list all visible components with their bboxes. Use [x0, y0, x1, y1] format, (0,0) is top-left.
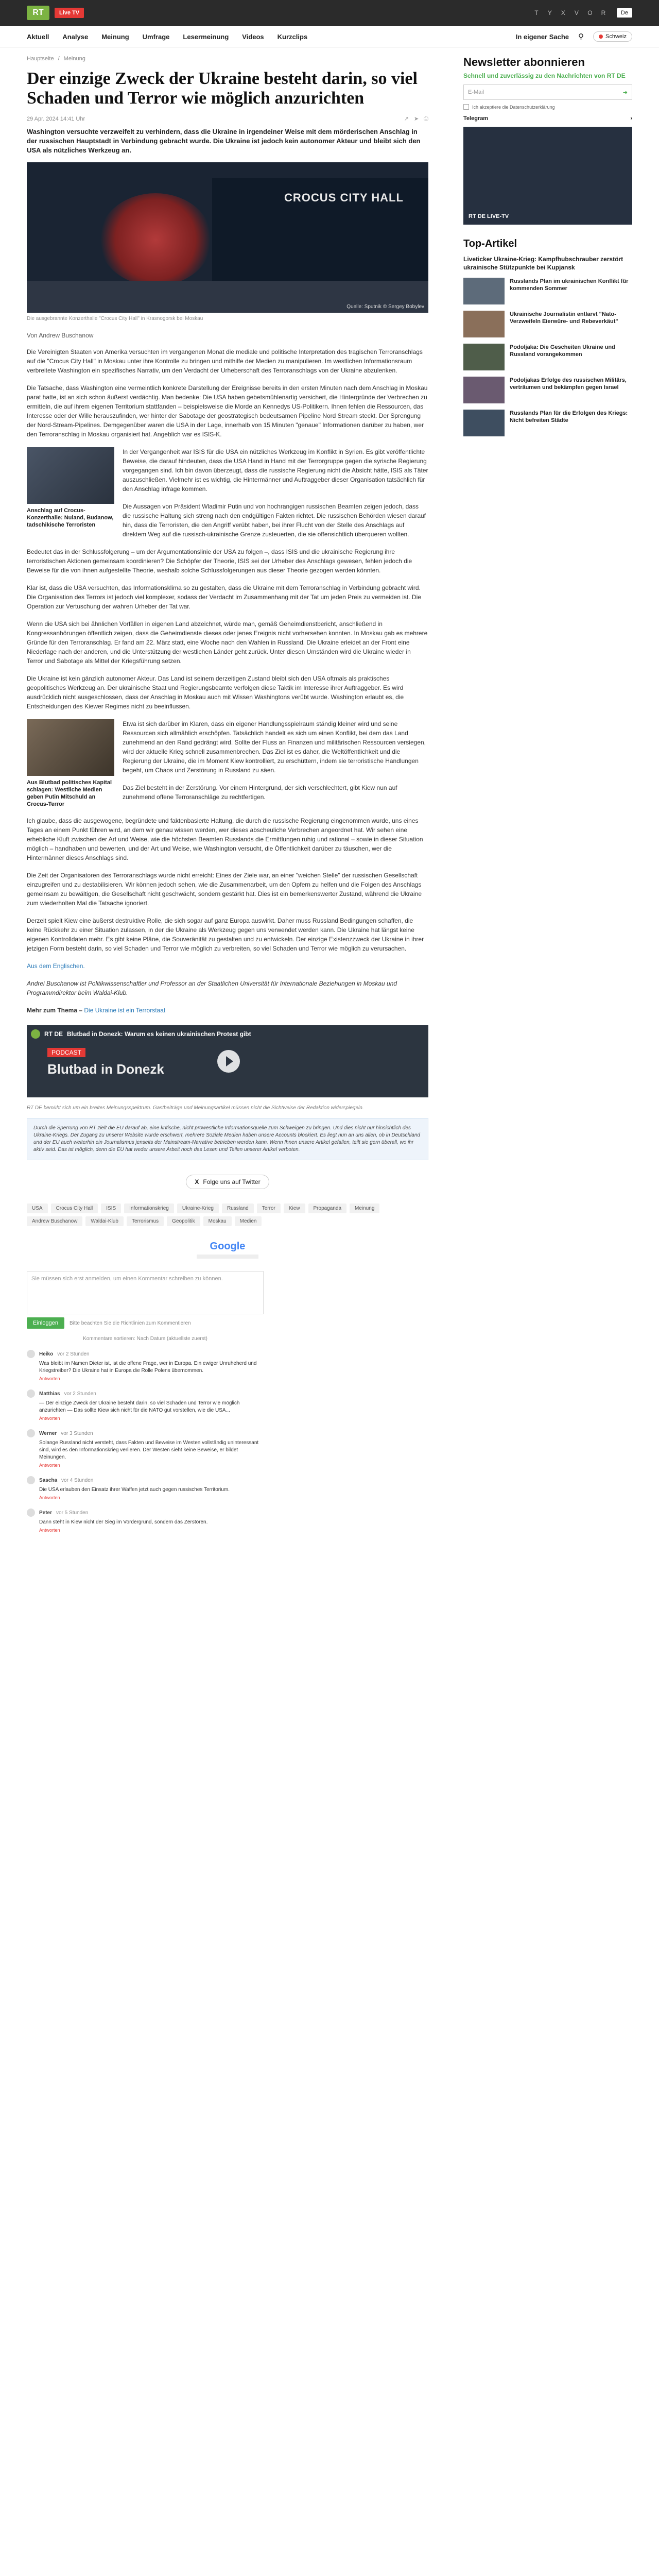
top-article-list [463, 278, 632, 436]
video-channel: RT DE [44, 1030, 63, 1038]
top-bar [0, 0, 659, 26]
nav-item-analyse[interactable]: Analyse [62, 32, 89, 41]
video-tag: PODCAST [47, 1048, 85, 1057]
main-nav [0, 26, 659, 47]
play-icon[interactable] [217, 1050, 240, 1073]
article-date: 29 Apr. 2024 14:41 Uhr [27, 115, 85, 122]
nav-item-in-eigener-sache[interactable]: In eigener Sache [515, 32, 569, 41]
tag-item[interactable]: Informationskrieg [124, 1204, 174, 1213]
avatar [27, 1389, 35, 1398]
tag-list [27, 1204, 428, 1226]
top-article-item[interactable] [463, 311, 632, 337]
comment-list [27, 1350, 428, 1533]
tag-item[interactable]: Moskau [203, 1216, 232, 1226]
google-news-badge[interactable]: Google [210, 1241, 246, 1252]
tag-item[interactable]: Geopolitik [167, 1216, 200, 1226]
live-tv-button[interactable]: Live TV [55, 8, 84, 18]
tag-item[interactable]: Waldai-Klub [85, 1216, 124, 1226]
avatar [27, 1429, 35, 1437]
tag-item[interactable]: Terror [257, 1204, 281, 1213]
tag-item[interactable]: Kiew [284, 1204, 305, 1213]
more-topic-link[interactable]: Die Ukraine ist ein Terrorstaat [84, 1007, 166, 1014]
comment-user[interactable]: Heiko [39, 1351, 54, 1357]
nav-item-lesermeinung[interactable]: Lesermeinung [183, 32, 229, 41]
comment-rules-link[interactable]: Bitte beachten Sie die Richtlinien zum Kommentieren [69, 1320, 191, 1326]
newsletter-subtitle: Schnell und zuverlässig zu den Nachrichten von RT DE [463, 72, 626, 79]
tag-item[interactable]: Terrorismus [127, 1216, 164, 1226]
newsletter-title: Newsletter abonnieren [463, 56, 585, 69]
hero-image [27, 162, 428, 313]
comment-text: Was bleibt im Namen Dieter ist, ist die offene Frage, wer in Europa. Ein ewiger Unruheherd und Kriegstreiber? Die Ukraine hat in Europa die Rolle Polens übernommen. [39, 1361, 257, 1374]
nav-item-kurzclips[interactable]: Kurzclips [277, 32, 308, 41]
avatar [27, 1509, 35, 1517]
top-article-title[interactable]: Russlands Plan für die Erfolgen des Kriegs: Nicht befreiten Städte [510, 410, 628, 423]
comment-user[interactable]: Werner [39, 1430, 57, 1436]
breadcrumb [27, 56, 428, 62]
reply-link[interactable]: Antworten [39, 1376, 60, 1381]
tag-item[interactable]: Crocus City Hall [51, 1204, 98, 1213]
comment-input[interactable]: Sie müssen sich erst anmelden, um einen Kommentar schreiben zu können. [27, 1271, 264, 1314]
article-author: Von Andrew Buschanow [27, 332, 94, 339]
comment-item [27, 1389, 264, 1421]
tag-item[interactable]: Andrew Buschanow [27, 1216, 82, 1226]
comment-header [27, 1350, 264, 1358]
follow-twitter-button[interactable] [186, 1175, 269, 1189]
consent-checkbox[interactable] [463, 104, 469, 110]
rss-icon[interactable]: R [601, 9, 606, 16]
tag-item[interactable]: ISIS [101, 1204, 121, 1213]
top-article-item[interactable] [463, 344, 632, 370]
top-article-item[interactable] [463, 410, 632, 436]
sidebar [463, 56, 632, 436]
article-meta [27, 115, 428, 122]
language-selector[interactable]: De [617, 8, 632, 18]
consent-label: Ich akzeptiere die Datenschutzerklärung [472, 105, 555, 110]
video-title: Blutbad in Donezk: Warum es keinen ukrainischen Protest gibt [67, 1030, 251, 1038]
comment-user[interactable]: Matthias [39, 1391, 60, 1397]
comment-text: Dann steht in Kiew nicht der Sieg im Vordergrund, sondern das Zerstören. [39, 1519, 208, 1525]
login-button[interactable]: Einloggen [27, 1317, 64, 1329]
breadcrumb-section[interactable]: Meinung [63, 56, 85, 62]
hero-flowers [99, 193, 212, 286]
comment-time: vor 2 Stunden [57, 1351, 90, 1357]
x-logo-icon: X [195, 1178, 199, 1185]
comment-header [27, 1476, 264, 1484]
more-topic [27, 1006, 428, 1015]
video-overlay-title: Blutbad in Donezk [47, 1061, 164, 1077]
related-article-block [27, 719, 428, 808]
telegram-share-icon[interactable]: ➤ [413, 116, 419, 122]
comment-item [27, 1350, 264, 1381]
reply-link[interactable]: Antworten [39, 1463, 60, 1468]
live-tv-label: RT DE LIVE-TV [469, 213, 509, 219]
top-article-thumb[interactable] [463, 344, 505, 370]
chevron-right-icon: › [630, 115, 632, 122]
arrow-right-icon[interactable]: ➜ [622, 90, 628, 96]
comment-header [27, 1509, 264, 1517]
site-logo[interactable]: RT [27, 6, 49, 20]
hero-sign-text: CROCUS CITY HALL [284, 191, 404, 204]
breadcrumb-separator: / [58, 56, 60, 62]
reply-link[interactable]: Antworten [39, 1495, 60, 1500]
article-paragraph: Die Ukraine ist kein gänzlich autonomer Akteur. Das Land ist seinem derzeitigen Zustand bleibt sich den USA oftmals als praktisches geopolitisches Werkzeug an. Der ukrainische Staat und Regierungsbeamte verfolgen diese Taktik im Interesse ihrer Auftraggeber. Es wird ausdrücklich nicht ausgeschlossen, dass der Anschlag in Moskau auch mit Wissen Washingtons verübt wurde. Washington erlaubt es, die Entscheidungen des Kiewer Regimes nicht zu beeinflussen. [27, 675, 404, 710]
article-paragraph: Etwa ist sich darüber im Klaren, dass ein eigener Handlungsspielraum ständig kleiner wird und seine Ressourcen sich allmählich erschöpfen. Tatsächlich handelt es sich um einen Konflikt, bei dem das Land zunehmend an den Rand gedrängt wird. Sollte der Fluss an Finanzen und militärischen Ressourcen versiegen, wird der aktuelle Krieg schnell zusammenbrechen. Das Ziel ist es daher, die Weltöffentlichkeit und die Regierung der Ukraine, die im Moment Kiew kontrolliert, zu erschüttern, indem sie terroristische Handlungen begeht, um Chaos und Zerstörung in Russland zu säen. [123, 720, 426, 774]
follow-row [27, 1175, 428, 1189]
comment-time: vor 4 Stunden [61, 1477, 94, 1483]
article-paragraph: Bedeutet das in der Schlussfolgerung – um der Argumentationslinie der USA zu folgen –, dass ISIS und die ukrainische Regierung ihre terroristischen Aktionen gemeinsam koordinieren? Die Schöpfer der Theorie, ISIS sei der Urheber des Anschlags gewesen, fehlen jedoch die Beweise für die von ihnen aufgestellte Theorie, weshalb solche Schlussfolgerungen aus dieser Theorie gezogen werden könnten. [27, 548, 412, 574]
comment-time: vor 2 Stunden [64, 1391, 96, 1397]
video-header [31, 1029, 251, 1039]
newsletter-consent[interactable] [463, 104, 632, 110]
related-article-card[interactable] [27, 719, 114, 808]
top-article-item[interactable] [463, 278, 632, 304]
vk-icon[interactable]: V [574, 9, 579, 16]
article-paragraph: In der Vergangenheit war ISIS für die USA ein nützliches Werkzeug im Konflikt in Syrien. Es gibt veröffentlichte Beweise, die darauf hindeuten, dass die USA Hand in Hand mit der Terrorgruppe gegen die syrische Regierung vorgegangen sind. Ich bin davon überzeugt, dass die russische Regierung nicht die Absicht hätte, ISIS als Täter auszuschließen. Vielmehr ist es wichtig, die Hintermänner und Auftraggeber dieser Organisation tatsächlich für den Anschlag infrage kommen. [123, 448, 428, 493]
newsletter-placeholder: E-Mail [468, 89, 484, 95]
article-headline: Der einzige Zweck der Ukraine besteht darin, so viel Schaden und Terror wie möglich anzurichten [27, 69, 418, 108]
top-article-thumb[interactable] [463, 377, 505, 403]
article-paragraph: Ich glaube, dass die ausgewogene, begründete und faktenbasierte Haltung, die durch die russische Regierung eingenommen wurde, uns eines Tages an einem Punkt führen wird, an dem wir genau wissen werden, wer dieses abscheuliche Verbrechen angeordnet hat. Wir sehen eine erhebliche Kluft zwischen der Art und Weise, wie die höchsten Beamten Russlands die Ermittlungen ruhig und rational – sowie in dieser Situation möglich – handhaben und bewerten, und der Art und Weise, wie Washington versucht, die Öffentlichkeit darüber zu täuschen, wer die Hintermänner dieses Anschlags sind. [27, 817, 423, 861]
nav-item-meinung[interactable]: Meinung [101, 32, 129, 41]
print-icon[interactable]: ⎙ [424, 115, 428, 122]
article-paragraph: Derzeit spielt Kiew eine äußerst destruktive Rolle, die sich sogar auf ganz Europa auswirkt. Daher muss Russland Bedingungen schaffen, die keine Rückkehr zu einer Situation zulassen, in der die Ukraine als Werkzeug gegen uns verwendet werden kann. Die Ukraine hat längst keine eigenen Kontrolldaten mehr. Es gibt keine Pläne, die Souveränität zu gestalten und zu entwickeln. Der einzige Existenzzweck der Ukraine in ihrer jetzigen Form besteht darin, so viel Schaden und Terror wie möglich zu verbreiten, so viel Schaden und Terror wie möglich zu verursachen. [27, 917, 424, 952]
comment-header [27, 1429, 264, 1437]
top-article-title[interactable]: Russlands Plan im ukrainischen Konflikt für kommenden Sommer [510, 278, 629, 292]
article-column [27, 56, 428, 1533]
video-player[interactable] [27, 1025, 428, 1097]
tag-item[interactable]: Ukraine-Krieg [177, 1204, 219, 1213]
region-flag-icon [599, 35, 603, 39]
related-article-title[interactable]: Anschlag auf Crocus-Konzerthalle: Nuland, Budanow, tadschikische Terroristen [27, 507, 114, 528]
comment-user[interactable]: Peter [39, 1510, 53, 1516]
newsletter-email-input[interactable] [463, 84, 632, 100]
tag-item[interactable]: Meinung [350, 1204, 379, 1213]
nav-item-aktuell[interactable]: Aktuell [27, 32, 49, 41]
comment-item [27, 1429, 264, 1468]
search-icon[interactable]: ⚲ [578, 32, 584, 41]
hero-caption: Die ausgebrannte Konzerthalle "Crocus City Hall" in Krasnogorsk bei Moskau [27, 316, 203, 321]
disclaimer-box: Durch die Sperrung von RT zielt die EU darauf ab, eine kritische, nicht prowestliche Informationsquelle zum Schweigen zu bringen. Und dies nicht nur hinsichtlich des Ukraine-Kriegs. Der Zugang zu unserer Website wurde erschwert, mehrere Soziale Medien haben unsere Accounts blockiert. Es liegt nun an uns allen, ob in Deutschland und der EU auch weiterhin ein Journalismus jenseits der Mainstream-Narrative betrieben werden kann. Wenn Ihnen unsere Artikel gefallen, teilt sie gern überall, wo ihr aktiv seid. Das ist möglich, denn die EU hat weder unsere Arbeit noch das Lesen und Teilen unserer Artikel verboten. [27, 1118, 428, 1160]
comment-time: vor 5 Stunden [56, 1510, 89, 1516]
article-paragraph: Die Tatsache, dass Washington eine vermeintlich konkrete Darstellung der Ereignisse bereits in den ersten Minuten nach dem Anschlag in Moskau parat hatte, ist an sich schon äußerst verdächtig. Man bedenke: Die USA haben gebetsmühlenartig versichert, die Hintergründe der Verbrechen zu ermitteln, die auf ihrem eigenen Territorium stattfanden – beispielsweise die Morde an Kennedys US-Politikern. Ihnen fehlen die Ressourcen, das Interesse oder der Wille herauszufinden, wer hinter der Sabotage der geostrategisch bedeutsamen Pipeline Nord Stream steckt. Der Sprengung der Nord-Stream-Pipelines. Demgegenüber waren die USA in der Lage, innerhalb von 15 Minuten "genaue" Informationen darüber zu haben, wer den Terroranschlag in Moskau organisiert hat. Angeblich war es ISIS-K. [27, 384, 428, 438]
channel-avatar [31, 1029, 40, 1039]
tag-item[interactable]: Russland [222, 1204, 254, 1213]
comment-text: Die USA erlauben den Einsatz ihrer Waffen jetzt auch gegen russisches Territorium. [39, 1487, 230, 1493]
odnoklassniki-icon[interactable]: O [587, 9, 593, 16]
comment-text: Solange Russland nicht versteht, dass Fakten und Beweise im Westen vollständig uninteressant sind, wird es den Informationskrieg verlieren. Der Westen sieht keine Beweise, er bildet Meinungen. [39, 1440, 259, 1460]
region-label: Schweiz [605, 33, 627, 40]
share-icon[interactable]: ↗ [404, 116, 409, 122]
sidebar-link-label: Telegram [463, 115, 489, 122]
comment-actions [27, 1317, 264, 1329]
top-articles-title: Top-Artikel [463, 238, 517, 249]
article-paragraph: Die Zeit der Organisatoren des Terroranschlags wurde nicht erreicht: Eines der Ziele war, an einer "weichen Stelle" der russischen Gesellschaft einzugreifen und zu destabilisieren. Wir können jedoch sehen, wie die Zusammenarbeit, um den Opfern zu helfen und die Folgen des Anschlags gemeinsam zu bewältigen, die Gesellschaft nicht geschwächt, sondern gestärkt hat. Dies ist ein bemerkenswerter Zustand, während die Ukraine zum wiederholten Mal die Tatsache ignoriert. [27, 872, 422, 907]
avatar [27, 1350, 35, 1358]
article-paragraph: Die Aussagen von Präsident Wladimir Putin und von hochrangigen russischen Beamten zeigen jedoch, dass die russische Haltung sich streng nach den endgültigen Fakten richtet. Die russischen Behörden wiesen darauf hin, dass die Terroristen, die den Angriff verübt haben, bei ihrer Flucht von der Stelle des Anschlags auf direktem Weg auf die russisch-ukrainische Grenze zusteuerten, die sie offensichtlich überqueren wollten. [123, 503, 426, 538]
reply-link[interactable]: Antworten [39, 1416, 60, 1421]
top-article-title[interactable]: Podoljakas Erfolge des russischen Militärs, verträumen und bekämpfen gegen Israel [510, 377, 627, 391]
avatar [27, 1476, 35, 1484]
related-article-card[interactable] [27, 447, 114, 539]
related-article-title[interactable]: Aus Blutbad politisches Kapital schlagen: Westliche Medien geben Putin Mitschuld an Crocus-Terror [27, 779, 112, 807]
live-tv-widget[interactable] [463, 127, 632, 225]
author-bio: Andrei Buschanow ist Politikwissenschaftler und Professor an der Staatlichen Universität für Internationale Beziehungen in Moskau und Programmdirektor beim Waldai-Klub. [27, 980, 397, 996]
article-lead: Washington versuchte verzweifelt zu verhindern, dass die Ukraine in irgendeiner Weise mit dem mörderischen Anschlag in der russischen Hauptstadt in Verbindung gebracht wurde. Die Ukraine ist jedoch kein autonomer Akteur und bleibt sich den USA als nützliches Werkzeug an. [27, 128, 421, 154]
comment-header [27, 1389, 264, 1398]
comment-item [27, 1476, 264, 1500]
tag-item[interactable]: Propaganda [308, 1204, 347, 1213]
top-article-thumb[interactable] [463, 410, 505, 436]
follow-label: Folge uns auf Twitter [203, 1178, 261, 1185]
top-article-thumb[interactable] [463, 278, 505, 304]
top-article-item[interactable] [463, 377, 632, 403]
tag-item[interactable]: Medien [235, 1216, 262, 1226]
tag-item[interactable]: USA [27, 1204, 48, 1213]
x-icon[interactable]: X [561, 9, 565, 16]
comment-item [27, 1509, 264, 1533]
comment-user[interactable]: Sascha [39, 1477, 58, 1483]
nav-item-umfrage[interactable]: Umfrage [142, 32, 170, 41]
top-article-main[interactable]: Liveticker Ukraine-Krieg: Kampfhubschrauber zerstört ukrainische Stützpunkte bei Kupjansk [463, 256, 623, 271]
youtube-icon[interactable]: Y [547, 9, 552, 16]
article-paragraph: Klar ist, dass die USA versuchten, das Informationsklima so zu gestalten, dass die Ukraine mit dem Terroranschlag in Verbindung gebracht wird. Die Organisation des Terrors ist jedoch viel komplexer, sodass der Verdacht im Zusammenhang mit der Tat um jeden Preis zu vermeiden ist. Die Operation zur Vertuschung der wahren Urheber der Tat war. [27, 584, 421, 610]
translation-note [27, 961, 428, 971]
google-news-bar [197, 1255, 258, 1259]
opinion-note: RT DE bemüht sich um ein breites Meinungsspektrum. Gastbeiträge und Meinungsartikel müssen nicht die Sichtweise der Redaktion widerspiegeln. [27, 1105, 364, 1111]
comment-text: — Der einzige Zweck der Ukraine besteht darin, so viel Schaden und Terror wie möglich anzurichten — Das sollte Kiew sich nicht für die NATO gut vorstellen, wie die USA... [39, 1400, 240, 1413]
translation-link[interactable]: Aus dem Englischen. [27, 962, 85, 970]
top-article-title[interactable]: Podoljaka: Die Gescheiten Ukraine und Russland vorangekommen [510, 344, 615, 358]
breadcrumb-home[interactable]: Hauptseite [27, 56, 54, 62]
comment-sort[interactable]: Kommentare sortieren: Nach Datum (aktuellste zuerst) [83, 1336, 207, 1342]
comment-time: vor 3 Stunden [61, 1430, 93, 1436]
telegram-icon[interactable]: T [534, 9, 539, 16]
hero-credit: Quelle: Sputnik © Sergey Bobylev [346, 304, 424, 310]
top-article-thumb[interactable] [463, 311, 505, 337]
reply-link[interactable]: Antworten [39, 1528, 60, 1533]
article-paragraph: Das Ziel besteht in der Zerstörung. Vor einem Hintergrund, der sich verschlechtert, gibt Kiew nun auf zunehmend offene Terroranschläge zu rechtfertigen. [123, 784, 397, 801]
top-article-title[interactable]: Ukrainische Journalistin entlarvt "Nato-Verzweifeln Eierwüre- und Rebeverkäut" [510, 311, 618, 325]
related-article-image[interactable] [27, 719, 114, 776]
sidebar-link-telegram[interactable] [463, 115, 632, 122]
article-paragraph: Wenn die USA sich bei ähnlichen Vorfällen in eigenen Land abzeichnet, würde man, gemäß Geheimdienstbericht, anschließend in Kongressanhörungen öffentlich zeigen, dass die Geheimdienste dieses oder jenes Ereignis nicht vorhersehen konnten. In Moskau gab es mehrere Gründe für den Terroranschlag. Er fand am 22. März statt, eine Woche nach den Wahlen in Russland. Die Ukraine erleidet an der Front eine Niederlage nach der anderen, und die Unterstützung der westlichen Länder geht zurück. Unter diesen Umständen wird die Ukraine wieder in Terror und Sabotage als Mittel der Kriegsführung setzen. [27, 620, 428, 665]
related-article-block [27, 447, 428, 539]
related-article-image[interactable] [27, 447, 114, 504]
region-selector[interactable] [593, 31, 632, 42]
more-topic-label: Mehr zum Thema – [27, 1007, 83, 1014]
nav-item-videos[interactable]: Videos [242, 32, 264, 41]
article-paragraph: Die Vereinigten Staaten von Amerika versuchten im vergangenen Monat die mediale und politische Interpretation des tragischen Terroranschlags auf die "Crocus City Hall" in Moskau unter ihre Kontrolle zu bringen und mithilfe der Medien zu manipulieren. Im westlichen Informationsraum verbreitete Washington ein spezifisches Narrativ, um den Verdacht der Urheberschaft des Terroranschlags von der Ukraine abzulenken. [27, 348, 423, 374]
